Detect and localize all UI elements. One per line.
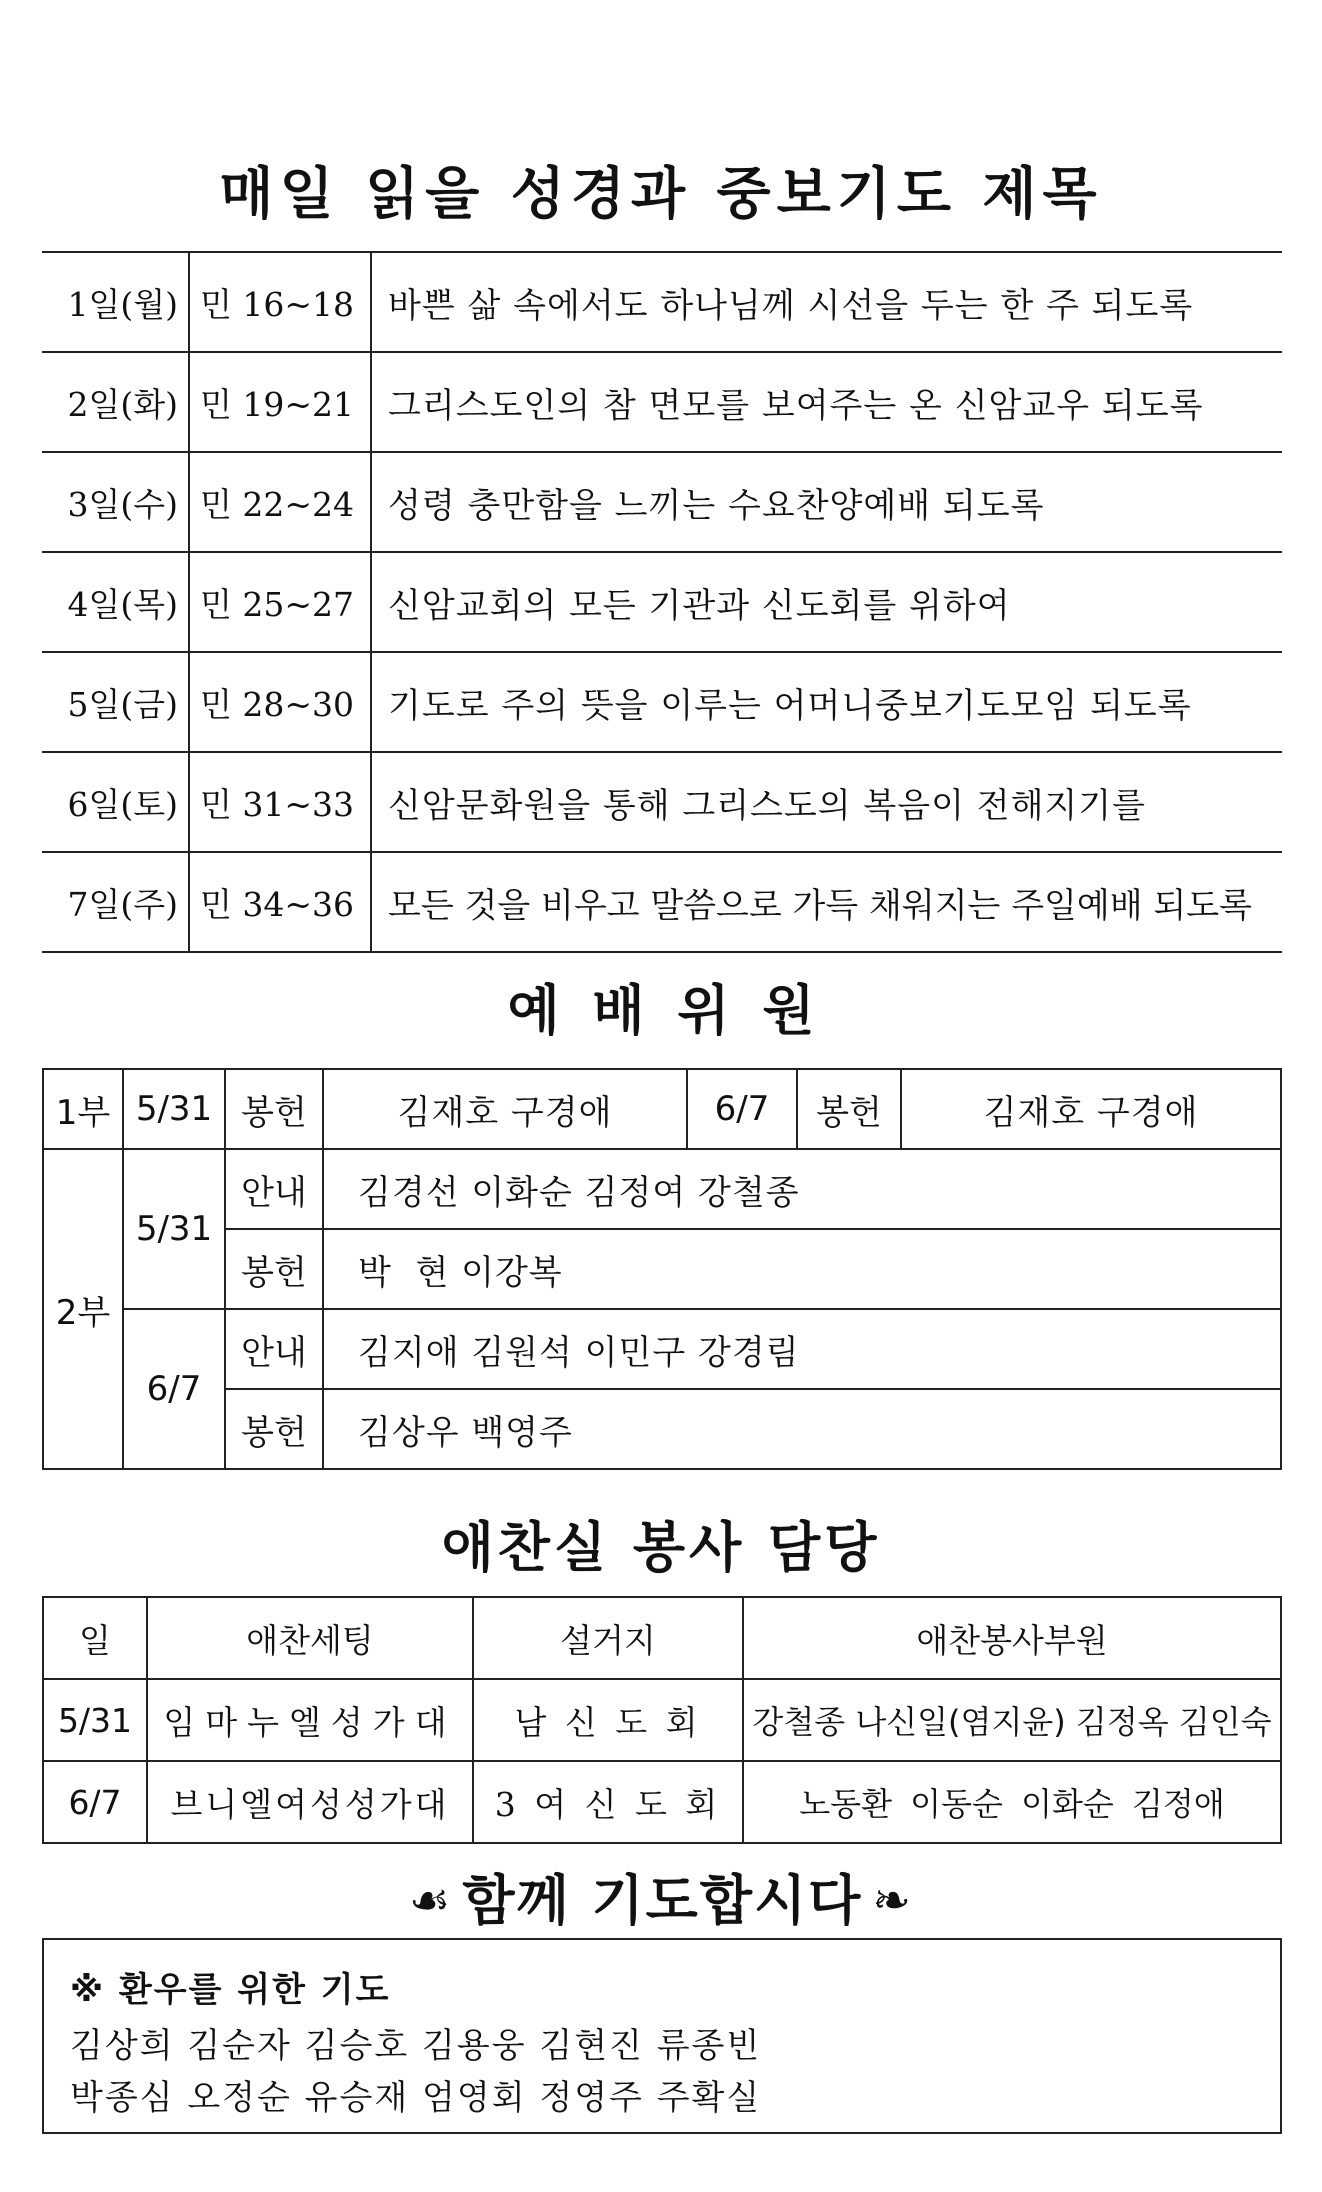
dishes-group-cell: 3 여 신 도 회 (473, 1761, 743, 1843)
worship-committee-table (42, 1068, 1282, 1470)
table-row (43, 1069, 1281, 1149)
prayer-topic-cell: 신암교회의 모든 기관과 신도회를 위하여 (371, 552, 1282, 652)
names-cell: 김경선 이화순 김정여 강철종 (323, 1149, 1281, 1229)
names-cell: 김상우 백영주 (323, 1389, 1281, 1469)
day-cell: 5일(금) (42, 652, 189, 752)
prayer-title-text: 함께 기도합시다 (462, 1869, 863, 1932)
table-row (43, 1309, 1281, 1389)
prayer-heading: ※ 환우를 위한 기도 (70, 1970, 391, 2010)
prayer-topic-cell: 바쁜 삶 속에서도 하나님께 시선을 두는 한 주 되도록 (371, 252, 1282, 352)
service-label-cell: 2부 (43, 1149, 123, 1469)
day-cell: 4일(목) (42, 552, 189, 652)
prayer-section-title (0, 1858, 1322, 1935)
role-cell: 봉헌 (225, 1389, 323, 1469)
table-row (43, 1679, 1281, 1761)
day-cell: 7일(주) (42, 852, 189, 952)
table-row (43, 1761, 1281, 1843)
column-header: 설거지 (473, 1597, 743, 1679)
prayer-names-line: 박종심 오정순 유승재 엄영회 정영주 주확실 (70, 2078, 762, 2118)
bible-reading-table (42, 251, 1282, 953)
day-cell: 1일(월) (42, 252, 189, 352)
bible-section-title: 매일 읽을 성경과 중보기도 제목 (219, 162, 1103, 227)
names-cell: 김지애 김원석 이민구 강경림 (323, 1309, 1281, 1389)
column-header: 일 (43, 1597, 147, 1679)
names-cell: 김재호 구경애 (323, 1069, 687, 1149)
fleuron-right-icon: ❧ (872, 1873, 913, 1928)
table-row (42, 252, 1282, 352)
kitchen-service-table (42, 1596, 1282, 1844)
table-row (43, 1149, 1281, 1229)
prayer-topic-cell: 그리스도인의 참 면모를 보여주는 온 신암교우 되도록 (371, 352, 1282, 452)
prayer-names-line: 김상희 김순자 김승호 김용웅 김현진 류종빈 (70, 2026, 762, 2066)
prayer-topic-cell: 성령 충만함을 느끼는 수요찬양예배 되도록 (371, 452, 1282, 552)
prayer-topic-cell: 기도로 주의 뜻을 이루는 어머니중보기도모임 되도록 (371, 652, 1282, 752)
scripture-ref-cell: 민 22~24 (189, 452, 371, 552)
prayer-topic-cell: 모든 것을 비우고 말씀으로 가득 채워지는 주일예배 되도록 (371, 852, 1282, 952)
scripture-ref-cell: 민 28~30 (189, 652, 371, 752)
date-cell: 5/31 (43, 1679, 147, 1761)
role-cell: 봉헌 (797, 1069, 901, 1149)
role-cell: 봉헌 (225, 1229, 323, 1309)
members-cell: 노동환 이동순 이화순 김정애 (743, 1761, 1281, 1843)
scripture-ref-cell: 민 25~27 (189, 552, 371, 652)
setting-group-cell: 임마누엘성가대 (147, 1679, 473, 1761)
names-cell: 박 현 이강복 (323, 1229, 1281, 1309)
scripture-ref-cell: 민 31~33 (189, 752, 371, 852)
table-row (42, 652, 1282, 752)
role-cell: 봉헌 (225, 1069, 323, 1149)
prayer-box (42, 1938, 1282, 2134)
worship-section-title: 예 배 위 원 (507, 979, 815, 1042)
table-header-row (43, 1597, 1281, 1679)
fleuron-left-icon: ☙ (409, 1873, 453, 1928)
table-row (42, 752, 1282, 852)
column-header: 애찬봉사부원 (743, 1597, 1281, 1679)
setting-group-cell: 브니엘여성성가대 (147, 1761, 473, 1843)
date-cell: 5/31 (123, 1149, 225, 1309)
date-cell: 6/7 (123, 1309, 225, 1469)
day-cell: 6일(토) (42, 752, 189, 852)
table-row (42, 352, 1282, 452)
members-cell: 강철종 나신일(염지윤) 김정옥 김인숙 (743, 1679, 1281, 1761)
date-cell: 5/31 (123, 1069, 225, 1149)
scripture-ref-cell: 민 34~36 (189, 852, 371, 952)
scripture-ref-cell: 민 16~18 (189, 252, 371, 352)
table-row (43, 1229, 1281, 1309)
service-label-cell: 1부 (43, 1069, 123, 1149)
names-cell: 김재호 구경애 (901, 1069, 1281, 1149)
role-cell: 안내 (225, 1149, 323, 1229)
table-row (42, 552, 1282, 652)
dishes-group-cell: 남 신 도 회 (473, 1679, 743, 1761)
day-cell: 2일(화) (42, 352, 189, 452)
column-header: 애찬세팅 (147, 1597, 473, 1679)
table-row (43, 1389, 1281, 1469)
table-row (42, 452, 1282, 552)
date-cell: 6/7 (687, 1069, 797, 1149)
kitchen-section-title: 애찬실 봉사 담당 (441, 1516, 881, 1579)
role-cell: 안내 (225, 1309, 323, 1389)
prayer-topic-cell: 신암문화원을 통해 그리스도의 복음이 전해지기를 (371, 752, 1282, 852)
scripture-ref-cell: 민 19~21 (189, 352, 371, 452)
day-cell: 3일(수) (42, 452, 189, 552)
date-cell: 6/7 (43, 1761, 147, 1843)
table-row (42, 852, 1282, 952)
